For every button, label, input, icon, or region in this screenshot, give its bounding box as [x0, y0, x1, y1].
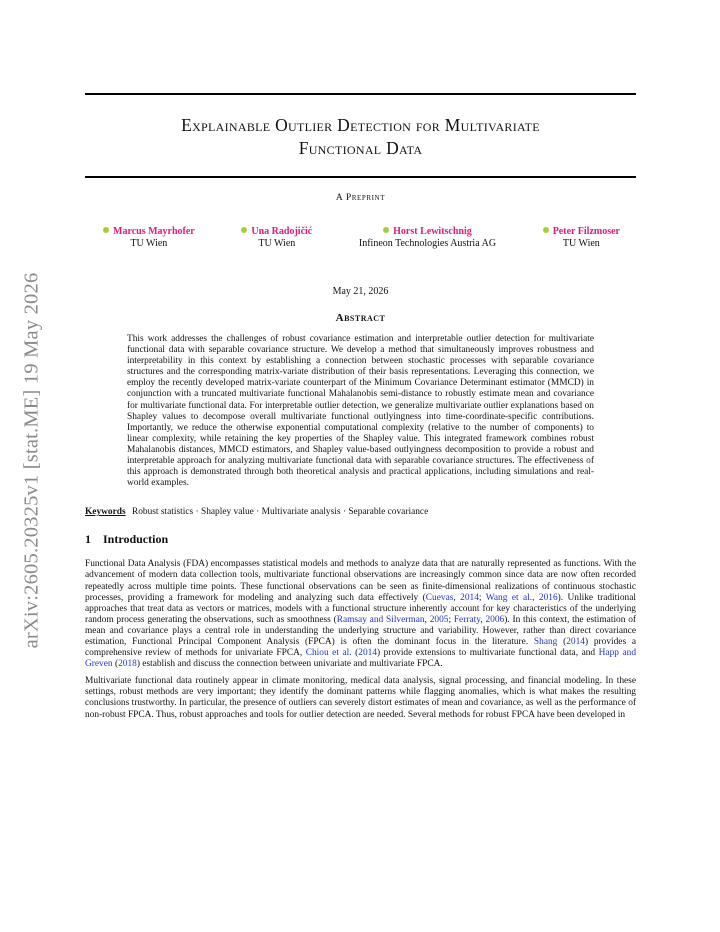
keywords-line — [85, 507, 636, 518]
paper-page — [85, 93, 636, 721]
text-run: ). Unlike traditional approaches that treat data as vectors or matrices, models with a functional structure inherently account for key characteristics of the underlying random process generating the observations, such as smoothness ( — [85, 592, 637, 625]
text-run: ( — [112, 659, 119, 670]
author-name[interactable]: Horst Lewitschnig — [393, 226, 472, 237]
orcid-icon[interactable] — [241, 227, 247, 233]
citation-link[interactable]: 2014 — [460, 592, 479, 603]
citation-link[interactable]: Cuevas — [425, 592, 454, 603]
text-run: , — [532, 592, 539, 603]
title-bottom-rule — [85, 176, 636, 178]
author-affiliation: TU Wien — [130, 238, 168, 249]
text-run: ) provide extensions to multivariate functional data, and — [377, 648, 599, 659]
citation-link[interactable]: Wang et al. — [485, 592, 533, 603]
author-1 — [103, 226, 195, 250]
text-run: , — [453, 592, 461, 603]
text-run: ; — [448, 614, 454, 625]
text-run: ; — [478, 592, 486, 603]
keywords-list: Robust statistics · Shapley value · Multivariate analysis · Separable covariance — [131, 507, 429, 518]
citation-link[interactable]: Ferraty — [453, 614, 481, 625]
author-affiliation: TU Wien — [562, 238, 600, 249]
orcid-icon[interactable] — [103, 227, 109, 233]
section-heading-introduction — [85, 532, 636, 547]
abstract-text: This work addresses the challenges of robust covariance estimation and interpretable outlier detection for multivariate functional data with separable covariance structure. We develop a method that simultaneously improves robustness and interpretability in this context by establishing a connection between stochastic processes with separable covariance structures and the corresponding matrix-variate distribution of their basis representations. Leveraging this connection, we employ the recently developed matrix-variate counterpart of the Minimum Covariance Determinant estimator (MMCD) in conjunction with a truncated multivariate functional Mahalanobis semi-distance to robustly estimate mean and covariance for multivariate functional data. For interpretable outlier detection, we generalize multivariate outlier explanations based on Shapley values to decompose overall multivariate functional outlyingness into time-coordinate-specific contributions. Importantly, we reduce the otherwise exponential computational complexity (relative to the number of components) to linear complexity, while retaining the key properties of the Shapley value. This integrated framework combines robust Mahalanobis distances, MMCD estimators, and Shapley value-based outlyingness decomposition to provide a robust and interpretable approach for analyzing multivariate functional data with separable covariance structures. The effectiveness of this approach is demonstrated through both theoretical analysis and practical applications, including simulations and real-world examples. — [127, 334, 594, 489]
preprint-label: A Preprint — [335, 193, 386, 203]
citation-link[interactable]: 2014 — [358, 648, 377, 659]
section-number: 1 — [85, 532, 91, 547]
author-name[interactable]: Peter Filzmoser — [552, 226, 620, 237]
citation-link[interactable]: 2016 — [538, 592, 558, 603]
paper-date: May 21, 2026 — [332, 286, 389, 297]
text-run: Functional Data Analysis (FDA) encompasses statistical models and methods to analyze data that are naturally represented as functions. With the advancement of modern data collection tools, multivariate functional observations are increasingly common since data are now often recorded repeatedly across multiple time points. These functional observations can be seen as finite-dimensional realizations of continuous stochastic processes, providing a framework for modeling and analyzing such data effectively ( — [85, 559, 636, 603]
citation-link[interactable]: Happ and Greven — [85, 648, 637, 670]
text-run: , — [424, 614, 430, 625]
author-affiliation: TU Wien — [258, 238, 296, 249]
paper-title — [85, 114, 636, 160]
citation-link[interactable]: Shang — [533, 636, 558, 647]
arxiv-stamp — [4, 240, 60, 680]
citation-link[interactable]: 2005 — [429, 614, 449, 625]
author-2 — [241, 226, 312, 250]
title-line-2: Functional Data — [298, 138, 423, 158]
text-run: , — [480, 614, 486, 625]
title-line-1: Explainable Outlier Detection for Multivariate — [181, 115, 540, 135]
citation-link[interactable]: 2014 — [566, 636, 585, 647]
author-list — [103, 226, 620, 250]
text-run: ) provides a comprehensive review of methods for univariate FPCA, — [85, 636, 636, 659]
author-4 — [543, 226, 620, 250]
author-3 — [359, 226, 496, 250]
author-name[interactable]: Una Radojičić — [251, 226, 313, 237]
text-run: ). In this context, the estimation of mean and covariance plays a central role in understanding the underlying structure and variability. However, rather than direct covariance estimation, Functional Principal Component Analysis (FPCA) is often the dominant focus in the literature. — [85, 614, 637, 647]
intro-paragraph-2: Multivariate functional data routinely appear in climate monitoring, medical data analysis, signal processing, and financial modeling. In these settings, robust methods are very important; they identify the dominant patterns while flagging anomalies, which is what makes the resulting conclusions trustworthy. In particular, the presence of outliers can severely distort estimates of mean and covariance, as well as the performance of non-robust FPCA. Thus, robust approaches and tools for outlier detection are needed. Several methods for robust FPCA have been developed in — [85, 676, 636, 720]
arxiv-id: arXiv:2605.20325v1 [stat.ME] 19 May 2026 — [20, 272, 43, 648]
orcid-icon[interactable] — [383, 227, 389, 233]
text-run: ( — [351, 648, 359, 659]
author-affiliation: Infineon Technologies Austria AG — [358, 238, 497, 249]
intro-paragraph-1 — [85, 559, 636, 670]
orcid-icon[interactable] — [543, 227, 549, 233]
title-top-rule — [85, 93, 636, 95]
author-name[interactable]: Marcus Mayrhofer — [113, 226, 195, 237]
section-title: Introduction — [103, 532, 169, 547]
keywords-label: Keywords — [85, 507, 126, 518]
text-run: ( — [557, 636, 567, 647]
abstract-heading: Abstract — [335, 312, 386, 324]
citation-link[interactable]: Chiou et al. — [305, 648, 352, 659]
citation-link[interactable]: 2018 — [118, 659, 137, 670]
citation-link[interactable]: Ramsay and Silverman — [336, 614, 425, 625]
text-run: ) establish and discuss the connection between univariate and multivariate FPCA. — [136, 659, 443, 670]
citation-link[interactable]: 2006 — [485, 614, 505, 625]
